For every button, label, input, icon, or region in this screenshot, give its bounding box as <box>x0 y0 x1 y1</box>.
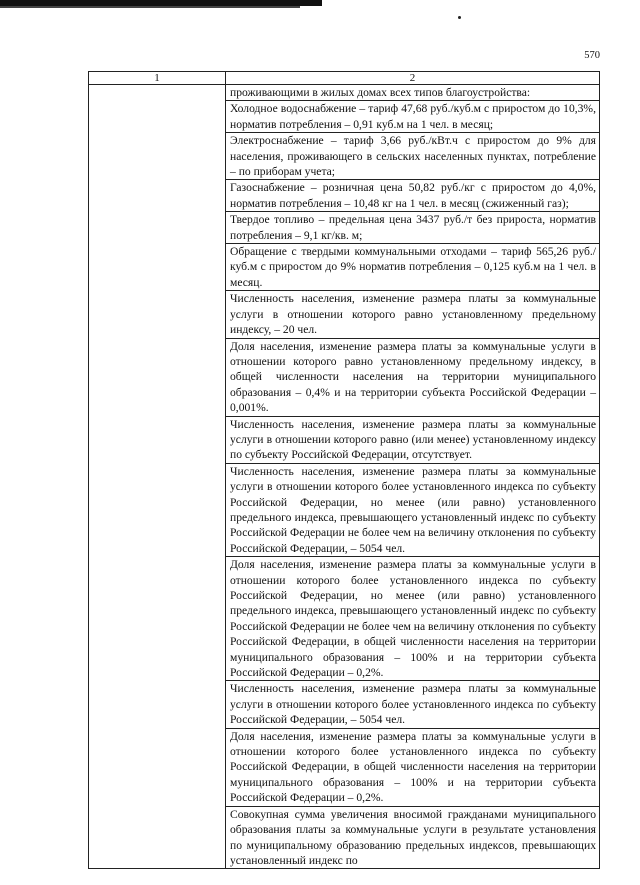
paragraph: Доля населения, изменение размера платы за коммунальные услуги в отношении которого более установленного индекса по субъекту Российской Федерации, в общей численности населения на территории муниципального образования – 100% и на территории субъекта Российской Федерации – 0,2%. <box>226 729 599 807</box>
column-header-1: 1 <box>89 72 226 85</box>
paragraph: Доля населения, изменение размера платы за коммунальные услуги в отношении которого более установленного индекса по субъекту Российской Федерации, но менее (или равно) установленного предельного индекса, превышающего установленный индекс по субъекту Российской Федерации не более чем на величину отклонения по субъекту Российской Федерации, в общей численности населения на территории муниципального образования – 100% и на территории субъекта Российской Федерации – 0,2%. <box>226 557 599 681</box>
paragraph: проживающими в жилых домах всех типов благоустройства: <box>226 85 599 101</box>
scan-artifact-dot <box>458 16 461 19</box>
document-table <box>88 71 600 869</box>
page-number: 570 <box>584 50 600 61</box>
table-row <box>89 85 600 869</box>
paragraph: Доля населения, изменение размера платы за коммунальные услуги в отношении которого равно установленному предельному индексу, в общей численности населения на территории муниципального образования – 0,4% и на территории субъекта Российской Федерации – 0,001%. <box>226 339 599 417</box>
paragraph: Холодное водоснабжение – тариф 47,68 руб./куб.м с приростом до 10,3%, норматив потребления – 0,91 куб.м на 1 чел. в месяц; <box>226 101 599 133</box>
paragraph: Твердое топливо – предельная цена 3437 руб./т без прироста, норматив потребления – 9,1 кг/кв. м; <box>226 212 599 244</box>
paragraph: Численность населения, изменение размера платы за коммунальные услуги в отношении которого более установленного индекса по субъекту Российской Федерации, – 5054 чел. <box>226 681 599 728</box>
empty-cell <box>89 85 226 869</box>
paragraph: Газоснабжение – розничная цена 50,82 руб./кг с приростом до 4,0%, норматив потребления – 10,48 кг на 1 чел. в месяц (сжиженный газ); <box>226 180 599 212</box>
paragraph: Совокупная сумма увеличения вносимой гражданами муниципального образования платы за коммунальные услуги в результате установления по муниципальному образованию предельных индексов, превышающих установленный индекс по <box>230 807 596 867</box>
paragraph: Численность населения, изменение размера платы за коммунальные услуги в отношении которого равно установленному предельному индексу, – 20 чел. <box>226 291 599 338</box>
table-header-row <box>89 72 600 85</box>
column-header-2: 2 <box>226 72 600 85</box>
paragraph: Численность населения, изменение размера платы за коммунальные услуги в отношении которого равно (или менее) установленному индексу по субъекту Российской Федерации, отсутствует. <box>226 417 599 464</box>
paragraph: Численность населения, изменение размера платы за коммунальные услуги в отношении которого более установленного индекса по субъекту Российской Федерации, но менее (или равно) установленного предельного индекса, превышающего установленный индекс по субъекту Российской Федерации не более чем на величину отклонения по субъекту Российской Федерации, – 5054 чел. <box>226 464 599 557</box>
scan-artifact-line <box>0 6 300 8</box>
paragraph: Обращение с твердыми коммунальными отходами – тариф 565,26 руб./куб.м с приростом до 9% норматив потребления – 0,125 куб.м на 1 чел. в месяц. <box>226 244 599 291</box>
paragraph: Электроснабжение – тариф 3,66 руб./кВт.ч с приростом до 9% для населения, проживающего в сельских населенных пунктах, потребление – по приборам учета; <box>226 133 599 180</box>
paragraph-list <box>226 85 599 868</box>
content-cell <box>226 85 600 869</box>
